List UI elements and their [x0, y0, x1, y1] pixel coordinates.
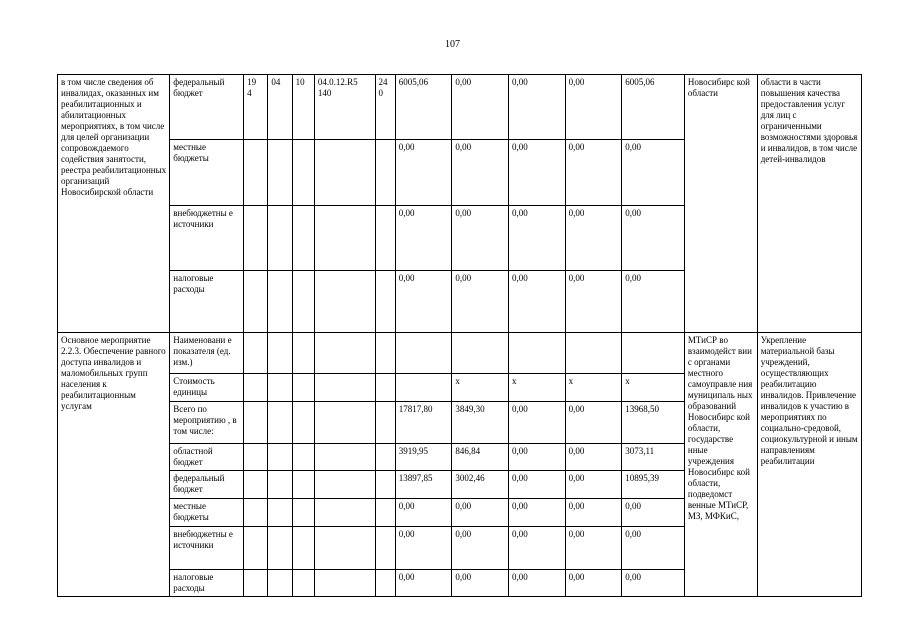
- csr-code-cell: [314, 444, 375, 471]
- csr-code-cell: [314, 471, 375, 499]
- csr-code-cell: [314, 271, 375, 333]
- value-year-4-cell: 3073,11: [622, 444, 685, 471]
- vr-code-cell: [375, 499, 395, 527]
- value-year-1-cell: x: [452, 374, 509, 402]
- vr-code-cell: [375, 333, 395, 374]
- grbs-code-cell: [244, 527, 268, 570]
- value-year-1-cell: 0,00: [452, 206, 509, 271]
- grbs-code-cell: [244, 374, 268, 402]
- value-year-3-cell: 0,00: [565, 271, 622, 333]
- value-year-2-cell: 0,00: [508, 471, 565, 499]
- csr-code-cell: [314, 374, 375, 402]
- value-year-3-cell: 0,00: [565, 75, 622, 140]
- grbs-code-cell: [244, 140, 268, 206]
- value-year-3-cell: 0,00: [565, 527, 622, 570]
- value-year-2-cell: 0,00: [508, 271, 565, 333]
- table-row: [58, 75, 862, 140]
- value-year-2-cell: 0,00: [508, 499, 565, 527]
- rz-code-cell: [268, 271, 292, 333]
- value-year-3-cell: 0,00: [565, 206, 622, 271]
- value-total-cell: 0,00: [395, 206, 452, 271]
- value-total-cell: [395, 374, 452, 402]
- vr-code-cell: [375, 527, 395, 570]
- csr-code-cell: [314, 527, 375, 570]
- funding-source-cell: местные бюджеты: [170, 140, 244, 206]
- rz-code-cell: [268, 374, 292, 402]
- vr-code-cell: [375, 471, 395, 499]
- rz-code-cell: [268, 402, 292, 444]
- rz-code-cell: [268, 140, 292, 206]
- grbs-code-cell: [244, 333, 268, 374]
- vr-code-cell: 24 0: [375, 75, 395, 140]
- value-year-3-cell: 0,00: [565, 499, 622, 527]
- vr-code-cell: [375, 374, 395, 402]
- value-year-4-cell: x: [622, 374, 685, 402]
- value-year-4-cell: 10895,39: [622, 471, 685, 499]
- value-year-4-cell: 6005,06: [622, 75, 685, 140]
- value-total-cell: 3919,95: [395, 444, 452, 471]
- value-year-4-cell: 0,00: [622, 206, 685, 271]
- funding-source-cell: внебюджетны е источники: [170, 206, 244, 271]
- grbs-code-cell: [244, 206, 268, 271]
- csr-code-cell: [314, 499, 375, 527]
- value-year-1-cell: 846,84: [452, 444, 509, 471]
- pr-code-cell: [292, 374, 314, 402]
- value-year-1-cell: 0,00: [452, 271, 509, 333]
- value-year-3-cell: 0,00: [565, 471, 622, 499]
- value-year-2-cell: 0,00: [508, 206, 565, 271]
- funding-source-cell: внебюджетны е источники: [170, 527, 244, 570]
- executor-cell: МТиСР во взаимодейст вии с органами местного самоуправле ния муниципаль ных образований Новосибирс кой области, государстве нные учреждения Новосибирс кой области, подведомст венные МТиСР, МЗ, МФКиС,: [684, 333, 757, 597]
- rz-code-cell: [268, 527, 292, 570]
- value-year-2-cell: 0,00: [508, 527, 565, 570]
- expected-result-cell: области в части повышения качества предоставления услуг для лиц с ограниченными возможностями здоровья и инвалидов, в том числе детей-инвалидов: [757, 75, 861, 333]
- value-total-cell: 0,00: [395, 499, 452, 527]
- value-total-cell: 17817,80: [395, 402, 452, 444]
- pr-code-cell: [292, 527, 314, 570]
- vr-code-cell: [375, 444, 395, 471]
- grbs-code-cell: [244, 471, 268, 499]
- funding-source-cell: налоговые расходы: [170, 271, 244, 333]
- value-year-2-cell: [508, 333, 565, 374]
- csr-code-cell: [314, 140, 375, 206]
- value-year-4-cell: 0,00: [622, 271, 685, 333]
- csr-code-cell: [314, 206, 375, 271]
- csr-code-cell: [314, 570, 375, 597]
- funding-source-cell: федеральный бюджет: [170, 471, 244, 499]
- pr-code-cell: [292, 570, 314, 597]
- value-year-3-cell: 0,00: [565, 570, 622, 597]
- value-total-cell: 0,00: [395, 527, 452, 570]
- funding-source-cell: местные бюджеты: [170, 499, 244, 527]
- pr-code-cell: [292, 271, 314, 333]
- csr-code-cell: [314, 333, 375, 374]
- funding-source-cell: федеральный бюджет: [170, 75, 244, 140]
- section-2-rows: [58, 333, 862, 597]
- grbs-code-cell: [244, 402, 268, 444]
- rz-code-cell: 04: [268, 75, 292, 140]
- rz-code-cell: [268, 499, 292, 527]
- value-total-cell: 0,00: [395, 271, 452, 333]
- funding-source-cell: Всего по мероприятию , в том числе:: [170, 402, 244, 444]
- value-year-1-cell: 3002,46: [452, 471, 509, 499]
- value-year-2-cell: x: [508, 374, 565, 402]
- rz-code-cell: [268, 471, 292, 499]
- value-year-1-cell: 3849,30: [452, 402, 509, 444]
- grbs-code-cell: [244, 570, 268, 597]
- section-1-rows: [58, 75, 862, 333]
- value-year-4-cell: 0,00: [622, 570, 685, 597]
- pr-code-cell: [292, 140, 314, 206]
- value-total-cell: 0,00: [395, 140, 452, 206]
- value-year-3-cell: 0,00: [565, 402, 622, 444]
- funding-source-cell: областной бюджет: [170, 444, 244, 471]
- value-year-4-cell: 0,00: [622, 499, 685, 527]
- vr-code-cell: [375, 271, 395, 333]
- value-year-3-cell: x: [565, 374, 622, 402]
- vr-code-cell: [375, 140, 395, 206]
- budget-table: [57, 74, 862, 597]
- value-year-3-cell: 0,00: [565, 140, 622, 206]
- value-year-2-cell: 0,00: [508, 75, 565, 140]
- pr-code-cell: [292, 444, 314, 471]
- csr-code-cell: [314, 402, 375, 444]
- value-year-2-cell: 0,00: [508, 140, 565, 206]
- grbs-code-cell: [244, 499, 268, 527]
- vr-code-cell: [375, 402, 395, 444]
- value-year-2-cell: 0,00: [508, 402, 565, 444]
- value-year-1-cell: 0,00: [452, 140, 509, 206]
- value-year-4-cell: 13968,50: [622, 402, 685, 444]
- funding-source-cell: Наименовани е показателя (ед. изм.): [170, 333, 244, 374]
- value-year-2-cell: 0,00: [508, 570, 565, 597]
- rz-code-cell: [268, 444, 292, 471]
- table-row: [58, 333, 862, 374]
- grbs-code-cell: [244, 444, 268, 471]
- vr-code-cell: [375, 570, 395, 597]
- pr-code-cell: [292, 206, 314, 271]
- value-year-4-cell: 0,00: [622, 527, 685, 570]
- page-number: 107: [445, 39, 460, 50]
- pr-code-cell: [292, 471, 314, 499]
- value-year-1-cell: 0,00: [452, 499, 509, 527]
- value-year-3-cell: [565, 333, 622, 374]
- csr-code-cell: 04.0.12.R5 140: [314, 75, 375, 140]
- funding-source-cell: Стоимость единицы: [170, 374, 244, 402]
- measure-description-cell: Основное мероприятие 2.2.3. Обеспечение равного доступа инвалидов и маломобильных групп населения к реабилитационным услугам: [58, 333, 170, 597]
- pr-code-cell: 10: [292, 75, 314, 140]
- rz-code-cell: [268, 333, 292, 374]
- pr-code-cell: [292, 402, 314, 444]
- rz-code-cell: [268, 206, 292, 271]
- value-year-4-cell: [622, 333, 685, 374]
- grbs-code-cell: [244, 271, 268, 333]
- value-year-1-cell: [452, 333, 509, 374]
- pr-code-cell: [292, 333, 314, 374]
- grbs-code-cell: 19 4: [244, 75, 268, 140]
- vr-code-cell: [375, 206, 395, 271]
- value-total-cell: [395, 333, 452, 374]
- executor-cell: Новосибирс кой области: [684, 75, 757, 333]
- value-year-2-cell: 0,00: [508, 444, 565, 471]
- value-year-4-cell: 0,00: [622, 140, 685, 206]
- value-year-1-cell: 0,00: [452, 570, 509, 597]
- value-year-3-cell: 0,00: [565, 444, 622, 471]
- expected-result-cell: Укрепление материальной базы учреждений, осуществляющих реабилитацию инвалидов. Привлечение инвалидов к участию в мероприятиях по социально-средовой, социокультурной и иным направлениям реабилитации: [757, 333, 861, 597]
- funding-source-cell: налоговые расходы: [170, 570, 244, 597]
- value-year-1-cell: 0,00: [452, 75, 509, 140]
- value-total-cell: 0,00: [395, 570, 452, 597]
- pr-code-cell: [292, 499, 314, 527]
- value-year-1-cell: 0,00: [452, 527, 509, 570]
- measure-description-cell: в том числе сведения об инвалидах, оказанных им реабилитационных и абилитационных мероприятиях, в том числе для целей организации сопровождаемого содействия занятости, реестра реабилитационных организаций Новосибирской области: [58, 75, 170, 333]
- value-total-cell: 13897,85: [395, 471, 452, 499]
- rz-code-cell: [268, 570, 292, 597]
- value-total-cell: 6005,06: [395, 75, 452, 140]
